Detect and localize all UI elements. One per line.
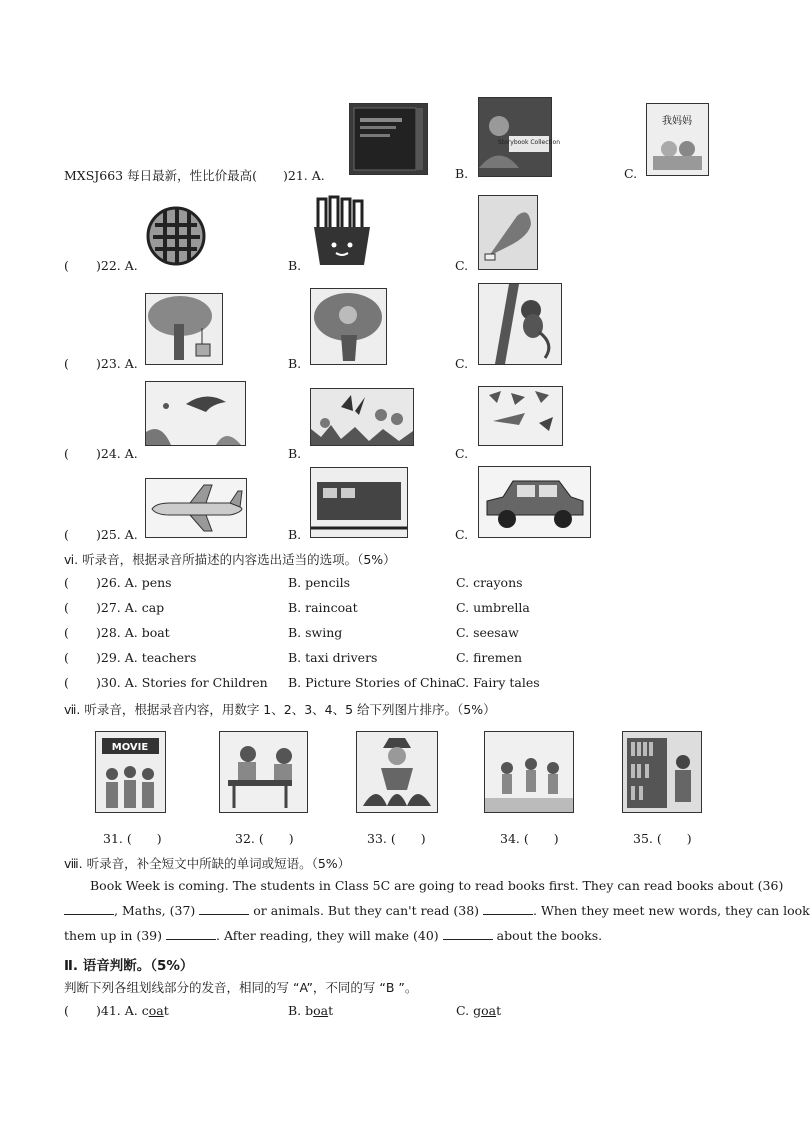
passage-text-3c: about the books. xyxy=(496,928,603,943)
q23-b-tree-face-image xyxy=(310,288,387,365)
q24-b-butterfly-flowers-image xyxy=(310,388,414,446)
q34-children-playing-image xyxy=(484,731,574,813)
passage-text-2b: or animals. But they can't read (38) xyxy=(253,903,480,918)
q30-option-a: )30. A. Stories for Children xyxy=(96,675,268,690)
passage-text-3a: them up in (39) xyxy=(64,928,163,943)
q41-option-a xyxy=(96,1003,169,1018)
q29-option-c: C. firemen xyxy=(456,650,523,665)
q22-option-b: B. xyxy=(288,258,302,273)
q21-b-book-title: Storybook Collection xyxy=(497,139,561,146)
q26-option-a: )26. A. pens xyxy=(96,575,172,590)
q41-number: )41. A. xyxy=(96,1003,142,1018)
q31-movie-image xyxy=(95,731,166,813)
q23-c-monkey-image xyxy=(478,283,562,365)
q25-number: )25. A. xyxy=(96,527,138,542)
q24-c-kites-image xyxy=(478,386,563,446)
q24-paren: ( xyxy=(64,446,69,461)
section-viii-title: ⅷ. 听录音，补全短文中所缺的单词或短语。（5%） xyxy=(64,856,351,871)
q32-answer-blank[interactable]: 32. ( ) xyxy=(235,831,294,846)
q33-answer-blank[interactable]: 33. ( ) xyxy=(367,831,426,846)
q41-b-post: t xyxy=(328,1003,334,1018)
q41-c-underlined: oa xyxy=(481,1003,497,1018)
q41-option-b xyxy=(288,1003,333,1018)
passage-line-3 xyxy=(64,923,732,948)
q23-paren: ( xyxy=(64,356,69,371)
q25-b-train-image xyxy=(310,467,408,538)
q33-scarecrow-image xyxy=(356,731,438,813)
q35-bookshelf-image xyxy=(622,731,702,813)
q27-option-a: )27. A. cap xyxy=(96,600,165,615)
blank-38[interactable] xyxy=(483,902,533,915)
q25-a-plane-image xyxy=(145,478,247,538)
blank-40[interactable] xyxy=(443,927,493,940)
blank-36[interactable] xyxy=(64,902,114,915)
q31-answer-blank[interactable]: 31. ( ) xyxy=(103,831,162,846)
q30-paren: ( xyxy=(64,675,69,690)
q26-option-c: C. crayons xyxy=(456,575,523,590)
q23-a-tree-swing-image xyxy=(145,293,223,365)
q25-c-car-image xyxy=(478,466,591,538)
q41-option-c xyxy=(456,1003,501,1018)
q22-option-c: C. xyxy=(455,258,469,273)
header-note: MXSJ663 每日最新，性比价最高( xyxy=(64,168,257,183)
section-vi-title: ⅵ. 听录音，根据录音所描述的内容选出适当的选项。（5%） xyxy=(64,552,396,567)
passage-line-1 xyxy=(64,873,784,898)
q41-a-underlined: oa xyxy=(148,1003,164,1018)
blank-37[interactable] xyxy=(199,902,249,915)
q21-c-book-image xyxy=(646,103,709,176)
q41-c-pre: C. g xyxy=(456,1003,482,1018)
q30-option-c: C. Fairy tales xyxy=(456,675,540,690)
q22-b-fries-image xyxy=(310,195,374,268)
section-viii-passage xyxy=(64,873,810,948)
q41-a-pre: c xyxy=(141,1003,149,1018)
q28-option-b: B. swing xyxy=(288,625,343,640)
q22-a-pie-image xyxy=(145,205,208,268)
q29-option-a: )29. A. teachers xyxy=(96,650,197,665)
q21-option-c: C. xyxy=(624,166,638,181)
q24-a-dolphin-sea-image xyxy=(145,381,246,446)
q41-paren: ( xyxy=(64,1003,69,1018)
q21-number: )21. A. xyxy=(282,168,325,183)
section-II-title: Ⅱ. 语音判断。（5%） xyxy=(64,958,194,974)
q24-option-b: B. xyxy=(288,446,302,461)
movie-sign-text: MOVIE xyxy=(111,742,149,753)
q41-b-underlined: oa xyxy=(313,1003,329,1018)
passage-line-2 xyxy=(64,898,810,923)
q35-answer-blank[interactable]: 35. ( ) xyxy=(633,831,692,846)
q22-c-chicken-leg-image xyxy=(478,195,538,270)
q29-option-b: B. taxi drivers xyxy=(288,650,378,665)
q23-number: )23. A. xyxy=(96,356,138,371)
q22-paren: ( xyxy=(64,258,69,273)
q22-number: )22. A. xyxy=(96,258,138,273)
q21-b-storybook-image xyxy=(478,97,561,177)
section-II-instruction: 判断下列各组划线部分的发音，相同的写 “A”，不同的写 “B ”。 xyxy=(64,980,418,995)
section-vii-title: ⅶ. 听录音，根据录音内容，用数字 1、2、3、4、5 给下列图片排序。（5%） xyxy=(64,702,496,717)
passage-text-2a: , Maths, (37) xyxy=(114,903,196,918)
q30-option-b: B. Picture Stories of China xyxy=(288,675,458,690)
q41-c-post: t xyxy=(496,1003,502,1018)
passage-text-2c: . When they meet new words, they can look xyxy=(533,903,810,918)
q26-option-b: B. pencils xyxy=(288,575,350,590)
q26-paren: ( xyxy=(64,575,69,590)
blank-39[interactable] xyxy=(166,927,216,940)
passage-text-1: Book Week is coming. The students in Class 5C are going to read books first. They can read books about (36) xyxy=(90,878,784,893)
q27-option-c: C. umbrella xyxy=(456,600,530,615)
q21-row xyxy=(64,166,325,184)
passage-text-3b: . After reading, they will make (40) xyxy=(216,928,439,943)
q23-option-c: C. xyxy=(455,356,469,371)
q21-option-b: B. xyxy=(455,166,469,181)
q41-a-post: t xyxy=(163,1003,169,1018)
q25-paren: ( xyxy=(64,527,69,542)
q24-option-c: C. xyxy=(455,446,469,461)
q29-paren: ( xyxy=(64,650,69,665)
q32-reading-desk-image xyxy=(219,731,308,813)
q28-option-c: C. seesaw xyxy=(456,625,519,640)
q24-number: )24. A. xyxy=(96,446,138,461)
q25-option-c: C. xyxy=(455,527,469,542)
q27-option-b: B. raincoat xyxy=(288,600,358,615)
q34-answer-blank[interactable]: 34. ( ) xyxy=(500,831,559,846)
q28-paren: ( xyxy=(64,625,69,640)
q21-c-book-title: 我妈妈 xyxy=(662,116,692,127)
q41-b-pre: B. b xyxy=(288,1003,314,1018)
q28-option-a: )28. A. boat xyxy=(96,625,170,640)
q25-option-b: B. xyxy=(288,527,302,542)
q27-paren: ( xyxy=(64,600,69,615)
q23-option-b: B. xyxy=(288,356,302,371)
q21-a-book-image xyxy=(349,103,428,175)
